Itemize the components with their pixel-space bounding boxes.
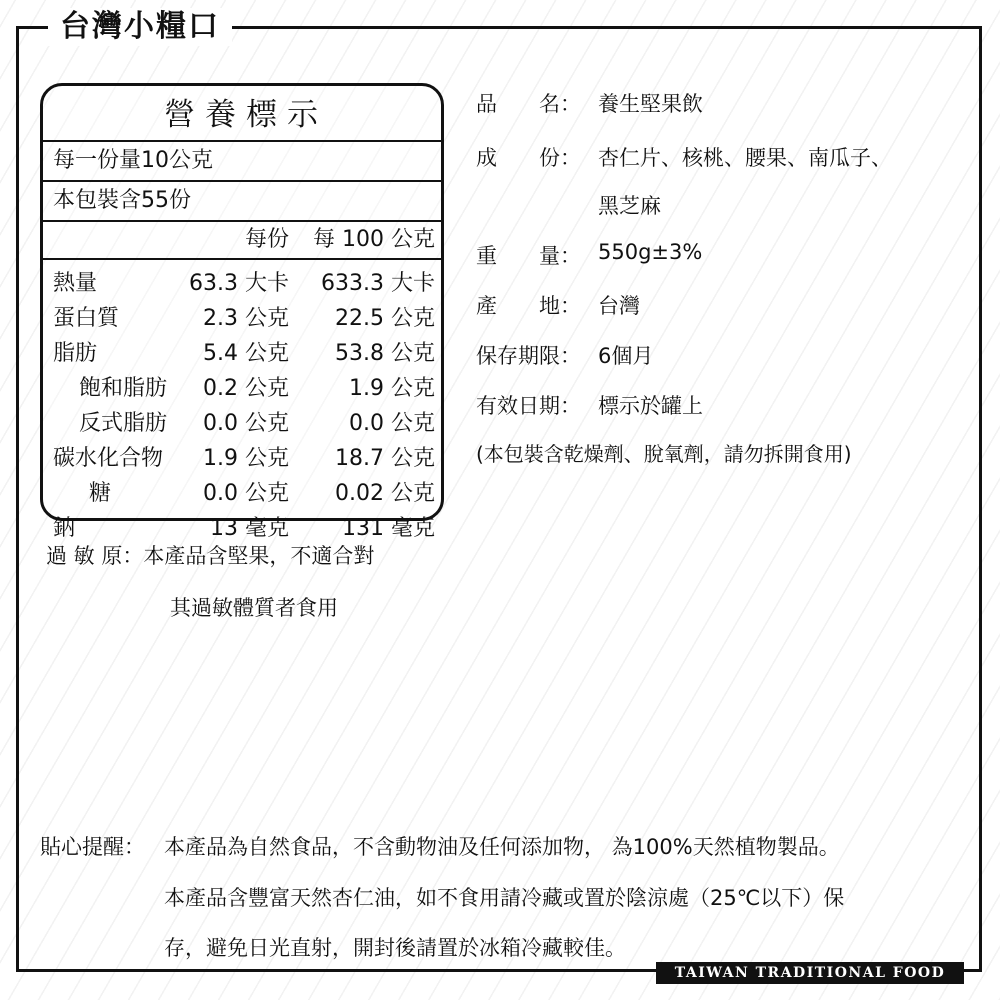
tips-line-1: 本產品為自然食品，不含動物油及任何添加物， 為100%天然植物製品。 bbox=[164, 835, 840, 859]
per-100g-value: 18.7 公克 bbox=[335, 446, 435, 471]
per-100g-value: 1.9 公克 bbox=[349, 376, 435, 401]
nutrient-label: 熱量 bbox=[53, 271, 98, 296]
nutrient-label: 脂肪 bbox=[53, 341, 98, 366]
per-serving-value: 0.0 公克 bbox=[203, 411, 289, 436]
ingredients-value-2: 黑芝麻 bbox=[598, 194, 661, 218]
table-row bbox=[43, 266, 441, 301]
servings-per-pack: 本包裝含55份 bbox=[43, 182, 441, 222]
per-100g-value: 22.5 公克 bbox=[335, 306, 435, 331]
per-serving-value: 0.2 公克 bbox=[203, 376, 289, 401]
per-serving-value: 63.3 大卡 bbox=[189, 271, 289, 296]
per-serving-value: 2.3 公克 bbox=[203, 306, 289, 331]
table-row bbox=[43, 336, 441, 371]
nutrition-panel bbox=[40, 83, 444, 541]
table-row bbox=[43, 301, 441, 336]
nutrient-label: 蛋白質 bbox=[53, 306, 120, 331]
shelf-life-value: 6個月 bbox=[598, 344, 654, 368]
nutrition-header-row bbox=[43, 222, 441, 260]
per-100g-value: 0.0 公克 bbox=[349, 411, 435, 436]
tips-key: 貼心提醒： bbox=[40, 835, 145, 859]
col-per-serving-header: 每份 bbox=[244, 227, 289, 252]
footer-band: TAIWAN TRADITIONAL FOOD bbox=[656, 962, 964, 984]
nutrient-label: 碳水化合物 bbox=[53, 446, 164, 471]
allergen-line-2: 其過敏體質者食用 bbox=[170, 596, 338, 620]
nutrition-rows bbox=[43, 260, 441, 546]
desiccant-note: (本包裝含乾燥劑、脫氧劑，請勿拆開食用) bbox=[476, 442, 852, 466]
nutrient-label: 反式脂肪 bbox=[79, 411, 168, 436]
per-serving-value: 5.4 公克 bbox=[203, 341, 289, 366]
tips-line-2: 本產品含豐富天然杏仁油，如不食用請冷藏或置於陰涼處（25℃以下）保 bbox=[164, 886, 845, 910]
weight-value: 550g±3% bbox=[598, 240, 703, 264]
per-serving-value: 1.9 公克 bbox=[203, 446, 289, 471]
per-serving-value: 0.0 公克 bbox=[203, 481, 289, 506]
table-row bbox=[43, 371, 441, 406]
serving-size: 每一份量10公克 bbox=[43, 142, 441, 182]
product-name-value: 養生堅果飲 bbox=[598, 92, 703, 116]
per-serving-value: 13 毫克 bbox=[210, 516, 289, 541]
tips-line-3: 存，避免日光直射，開封後請置於冰箱冷藏較佳。 bbox=[164, 936, 626, 960]
expiry-value: 標示於罐上 bbox=[598, 394, 703, 418]
nutrition-title: 營養標示 bbox=[43, 86, 441, 142]
per-100g-value: 0.02 公克 bbox=[335, 481, 435, 506]
col-per-100g-header: 每 100 公克 bbox=[313, 227, 435, 252]
weight-key: 重 量： bbox=[476, 244, 581, 268]
shelf-life-key: 保存期限： bbox=[476, 344, 581, 368]
table-row bbox=[43, 476, 441, 511]
per-100g-value: 131 毫克 bbox=[342, 516, 435, 541]
allergen-line-1: 過 敏 原：本產品含堅果，不適合對 bbox=[46, 544, 375, 568]
nutrient-label: 糖 bbox=[89, 481, 112, 506]
per-100g-value: 633.3 大卡 bbox=[321, 271, 435, 296]
product-name-key: 品 名： bbox=[476, 92, 581, 116]
per-100g-value: 53.8 公克 bbox=[335, 341, 435, 366]
origin-value: 台灣 bbox=[598, 294, 640, 318]
expiry-key: 有效日期： bbox=[476, 394, 581, 418]
nutrient-label: 鈉 bbox=[53, 516, 76, 541]
table-row bbox=[43, 441, 441, 476]
origin-key: 產 地： bbox=[476, 294, 581, 318]
ingredients-value-1: 杏仁片、核桃、腰果、南瓜子、 bbox=[598, 146, 892, 170]
nutrient-label: 飽和脂肪 bbox=[79, 376, 168, 401]
table-row bbox=[43, 406, 441, 441]
ingredients-key: 成 份： bbox=[476, 146, 581, 170]
brand-logo: 台灣小糧口 bbox=[48, 8, 232, 46]
